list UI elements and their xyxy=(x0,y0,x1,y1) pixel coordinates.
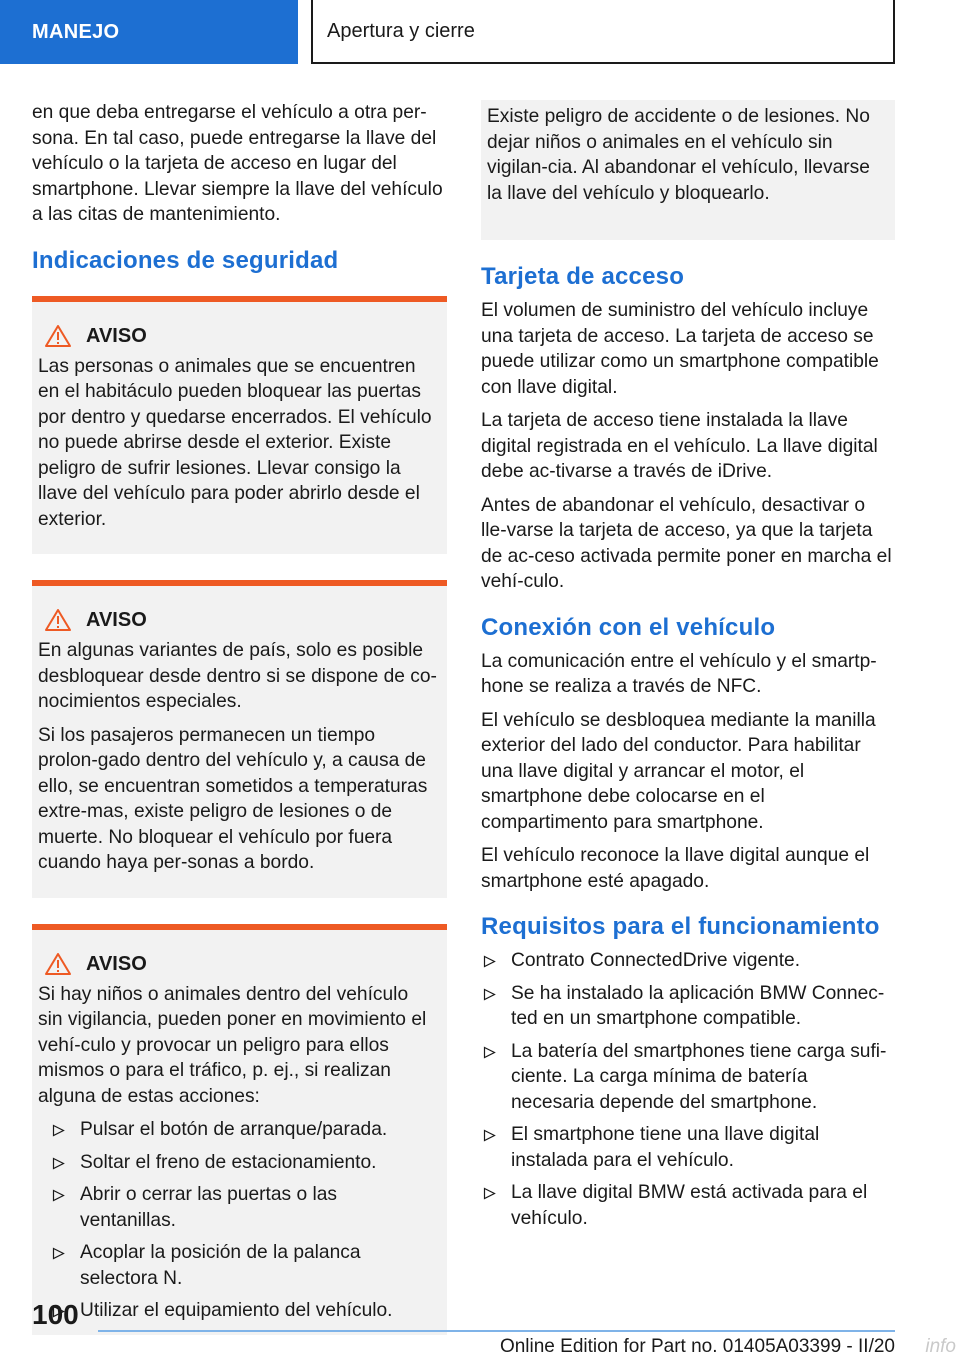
left-column xyxy=(32,100,447,1335)
access-card-paragraph: La tarjeta de acceso tiene instalada la llave digital registrada en el vehículo. La llave digital debe ac-tivarse a través de iDrive. xyxy=(481,410,878,482)
warning-title-row xyxy=(38,952,437,976)
warning-box-3 xyxy=(32,924,447,1335)
warning-box-2 xyxy=(32,580,447,898)
list-item xyxy=(38,1182,437,1233)
list-item xyxy=(38,1150,437,1176)
section-tab: MANEJO xyxy=(0,0,298,64)
access-card-paragraph: El volumen de suministro del vehículo incluye una tarjeta de acceso. La tarjeta de acceso se puede utilizar como un smartphone compatible con llave digital. xyxy=(481,300,879,398)
triangle-bullet-icon xyxy=(52,1157,65,1170)
warning-title: AVISO xyxy=(86,952,147,975)
list-item-text: Contrato ConnectedDrive vigente. xyxy=(511,950,801,971)
warning-text: Existe peligro de accidente o de lesiones. No dejar niños o animales en el vehículo sin vigilan-cia. Al abandonar el vehículo, llevarse la llave del vehículo y bloquearlo. xyxy=(487,106,870,204)
list-item xyxy=(481,981,895,1032)
edition-text: Online Edition for Part no. 01405A03399 - II/20 xyxy=(499,1336,895,1357)
warning-title-row xyxy=(38,608,437,632)
list-item xyxy=(481,948,895,974)
list-item-text: Se ha instalado la aplicación BMW Connec-ted en un smartphone compatible. xyxy=(511,982,885,1029)
action-list xyxy=(38,1117,437,1324)
list-item-text: Pulsar el botón de arranque/parada. xyxy=(80,1119,388,1140)
chapter-title: Apertura y cierre xyxy=(311,0,895,64)
warning-title: AVISO xyxy=(86,324,147,347)
page-number: 100 xyxy=(32,1299,79,1330)
footer-divider xyxy=(98,1330,895,1332)
warning-text: Si hay niños o animales dentro del vehículo sin vigilancia, pueden poner en movimiento el vehí-culo y provocar un peligro para ellos mismos o para el tráfico, p. ej., si realizan alguna de estas acciones: xyxy=(38,983,427,1107)
warning-box-1 xyxy=(32,296,447,555)
list-item xyxy=(38,1117,437,1143)
list-item-text: La llave digital BMW está activada para el vehículo. xyxy=(511,1182,868,1229)
warning-triangle-icon xyxy=(44,952,72,976)
watermark-text: info xyxy=(925,1336,956,1357)
warning-text: Si los pasajeros permanecen un tiempo prolon-gado dentro del vehículo y, a causa de ello, se encuentran sometidos a temperaturas extre-mas, existe peligro de lesiones o de muerte. No bloquear el vehículo por fuera cuando haya per-sonas a bordo. xyxy=(38,724,428,873)
triangle-bullet-icon xyxy=(52,1124,65,1137)
warning-title: AVISO xyxy=(86,609,147,631)
connection-paragraph: El vehículo se desbloquea mediante la manilla exterior del lado del conductor. Para habilitar una llave digital y arrancar el motor, el smartphone debe colocarse en el compartimento para smartphone. xyxy=(481,709,876,833)
list-item xyxy=(38,1240,437,1291)
connection-paragraph: El vehículo reconoce la llave digital aunque el smartphone esté apagado. xyxy=(481,845,870,892)
access-card-heading: Tarjeta de acceso xyxy=(481,263,685,290)
list-item xyxy=(481,1039,895,1116)
access-card-paragraph: Antes de abandonar el vehículo, desactivar o lle-varse la tarjeta de acceso, ya que la tarjeta de ac-ceso activada permite poner en marcha el vehí-culo. xyxy=(481,494,892,592)
list-item-text: Soltar el freno de estacionamiento. xyxy=(80,1151,377,1173)
warning-triangle-icon xyxy=(44,608,72,632)
triangle-bullet-icon xyxy=(52,1189,65,1202)
triangle-bullet-icon xyxy=(483,1046,496,1059)
list-item xyxy=(38,1298,437,1324)
list-item-text: Acoplar la posición de la palanca selectora N. xyxy=(80,1242,361,1289)
connection-paragraph: La comunicación entre el vehículo y el smartp-hone se realiza a través de NFC. xyxy=(481,650,877,697)
warning-text: En algunas variantes de país, solo es posible desbloquear desde dentro si se dispone de co-nocimientos especiales. xyxy=(38,640,437,712)
safety-heading: Indicaciones de seguridad xyxy=(32,246,339,274)
warning-continuation-box xyxy=(481,100,895,240)
list-item-text: La batería del smartphones tiene carga sufi-ciente. La carga mínima de batería necesaria depende del smartphone. xyxy=(511,1040,887,1113)
triangle-bullet-icon xyxy=(483,1187,496,1200)
list-item xyxy=(481,1180,895,1231)
triangle-bullet-icon xyxy=(52,1247,65,1260)
list-item-text: Utilizar el equipamiento del vehículo. xyxy=(80,1300,393,1321)
connection-heading: Conexión con el vehículo xyxy=(481,613,776,641)
triangle-bullet-icon xyxy=(483,1129,496,1142)
requirements-heading: Requisitos para el funcionamiento xyxy=(481,913,880,940)
list-item xyxy=(481,1122,895,1173)
list-item-text: El smartphone tiene una llave digital instalada para el vehículo. xyxy=(511,1124,820,1171)
right-column xyxy=(481,100,895,1238)
list-item-text: Abrir o cerrar las puertas o las ventanillas. xyxy=(80,1184,337,1231)
warning-text: Las personas o animales que se encuentren en el habitáculo pueden bloquear las puertas por dentro y quedarse encerrados. El vehículo no puede abrirse desde el exterior. Existe peligro de sufrir lesiones. Llevar consigo la llave del vehículo para poder abrirlo desde el exterior. xyxy=(38,355,432,530)
requirements-list xyxy=(481,948,895,1231)
warning-triangle-icon xyxy=(44,324,72,348)
triangle-bullet-icon xyxy=(483,988,496,1001)
triangle-bullet-icon xyxy=(483,955,496,968)
warning-title-row xyxy=(38,324,437,348)
intro-paragraph: en que deba entregarse el vehículo a otra per-sona. En tal caso, puede entregarse la llave del vehículo o la tarjeta de acceso en lugar del smartphone. Llevar siempre la llave del vehículo a las citas de mantenimiento. xyxy=(32,102,443,225)
